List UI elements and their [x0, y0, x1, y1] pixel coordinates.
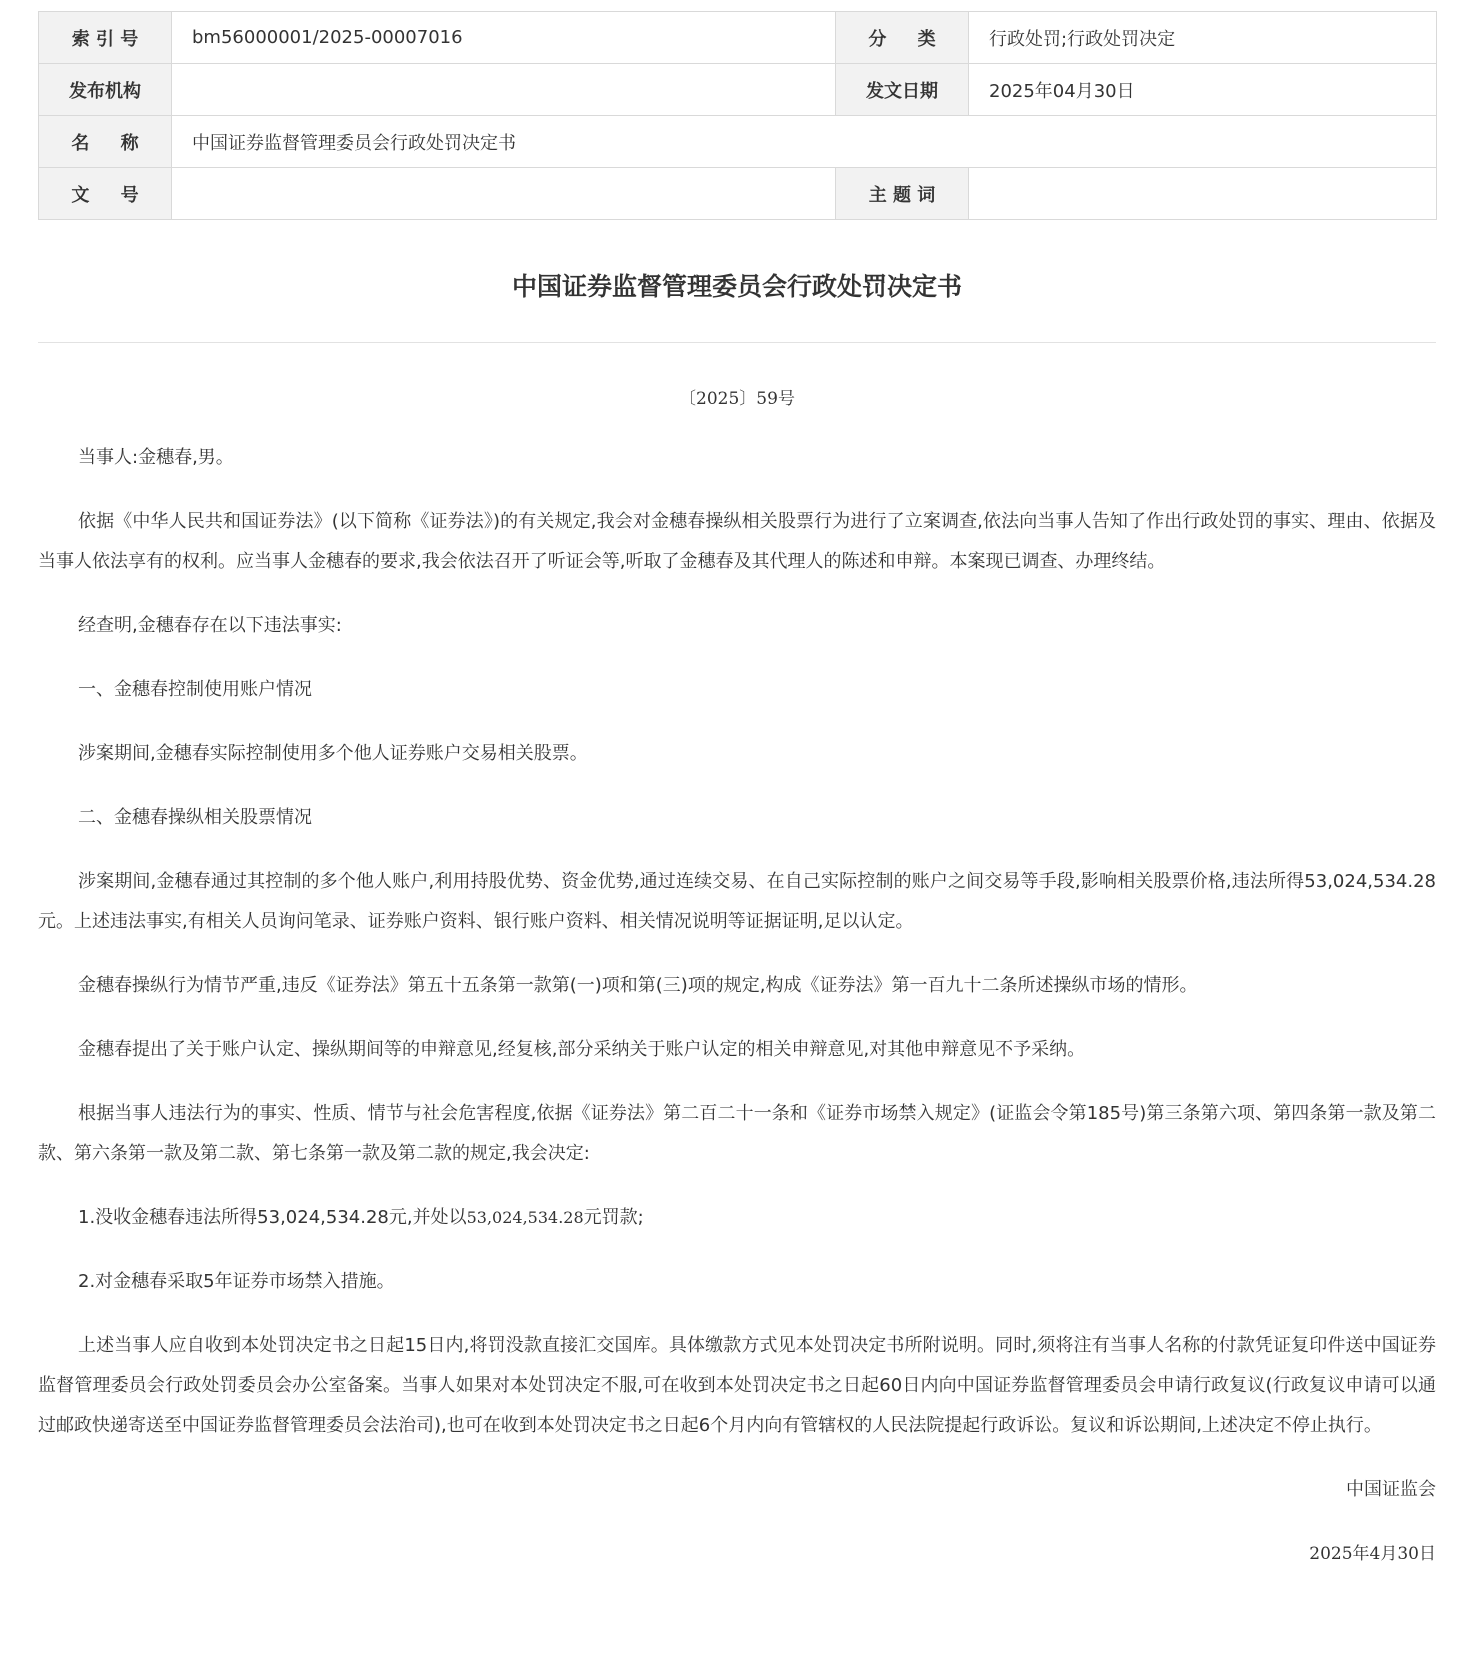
title-divider — [38, 342, 1436, 343]
name-value: 中国证券监督管理委员会行政处罚决定书 — [172, 116, 1437, 168]
metadata-row-docno — [39, 168, 1437, 220]
paragraph-accounts: 涉案期间,金穗春实际控制使用多个他人证券账户交易相关股票。 — [78, 743, 588, 764]
document-page — [38, 11, 1436, 1574]
metadata-table — [38, 11, 1437, 220]
index-label: 索 引 号 — [39, 12, 172, 64]
signature-date: 2025年4月30日 — [1309, 1544, 1436, 1564]
document-number: 〔2025〕59号 — [679, 389, 795, 409]
decision-item-1-prefix: 1.没收金穗春违法所得53,024,534.28元,并处以 — [78, 1207, 467, 1228]
document-title: 中国证券监督管理委员会行政处罚决定书 — [511, 272, 962, 301]
paragraph-violation: 金穗春操纵行为情节严重,违反《证券法》第五十五条第一款第(一)项和第(三)项的规定,构成《证券法》第一百九十二条所述操纵市场的情形。 — [78, 975, 1198, 996]
metadata-row-index — [39, 12, 1437, 64]
paragraph-manipulation: 涉案期间,金穗春通过其控制的多个他人账户,利用持股优势、资金优势,通过连续交易、在自己实际控制的账户之间交易等手段,影响相关股票价格,违法所得53,024,534.28元。上述违法事实,有相关人员询问笔录、证券账户资料、银行账户资料、相关情况说明等证据证明,足以认定。 — [38, 871, 1436, 932]
signature: 中国证监会 — [1346, 1479, 1436, 1500]
paragraph-party: 当事人:金穗春,男。 — [78, 447, 234, 468]
metadata-row-name — [39, 116, 1437, 168]
metadata-row-issuer — [39, 64, 1437, 116]
category-value: 行政处罚;行政处罚决定 — [969, 12, 1437, 64]
decision-item-2: 2.对金穗春采取5年证券市场禁入措施。 — [78, 1271, 395, 1292]
index-value: bm56000001/2025-00007016 — [172, 12, 836, 64]
name-label: 名 称 — [39, 116, 172, 168]
section-heading-accounts: 一、金穗春控制使用账户情况 — [78, 679, 312, 700]
paragraph-findings-intro: 经查明,金穗春存在以下违法事实: — [78, 615, 342, 636]
document-body — [38, 438, 1436, 1574]
issuer-label: 发布机构 — [39, 64, 172, 116]
docno-label: 文 号 — [39, 168, 172, 220]
fine-amount: 53,024,534.28 — [466, 1208, 584, 1227]
subject-value — [969, 168, 1437, 220]
category-label: 分 类 — [836, 12, 969, 64]
paragraph-basis: 依据《中华人民共和国证券法》(以下简称《证券法》)的有关规定,我会对金穗春操纵相关股票行为进行了立案调查,依法向当事人告知了作出行政处罚的事实、理由、依据及当事人依法享有的权利。应当事人金穗春的要求,我会依法召开了听证会等,听取了金穗春及其代理人的陈述和申辩。本案现已调查、办理终结。 — [38, 511, 1436, 572]
paragraph-closing: 上述当事人应自收到本处罚决定书之日起15日内,将罚没款直接汇交国库。具体缴款方式见本处罚决定书所附说明。同时,须将注有当事人名称的付款凭证复印件送中国证券监督管理委员会行政处罚委员会办公室备案。当事人如果对本处罚决定不服,可在收到本处罚决定书之日起60日内向中国证券监督管理委员会申请行政复议(行政复议申请可以通过邮政快递寄送至中国证券监督管理委员会法治司),也可在收到本处罚决定书之日起6个月内向有管辖权的人民法院提起行政诉讼。复议和诉讼期间,上述决定不停止执行。 — [38, 1335, 1436, 1436]
paragraph-decision-basis: 根据当事人违法行为的事实、性质、情节与社会危害程度,依据《证券法》第二百二十一条和《证券市场禁入规定》(证监会令第185号)第三条第六项、第四条第一款及第二款、第六条第一款及第二款、第七条第一款及第二款的规定,我会决定: — [38, 1103, 1436, 1164]
section-heading-manipulation: 二、金穗春操纵相关股票情况 — [78, 807, 312, 828]
date-label: 发文日期 — [836, 64, 969, 116]
decision-item-1 — [38, 1198, 1436, 1238]
date-value: 2025年04月30日 — [969, 64, 1437, 116]
paragraph-defense: 金穗春提出了关于账户认定、操纵期间等的申辩意见,经复核,部分采纳关于账户认定的相关申辩意见,对其他申辩意见不予采纳。 — [78, 1039, 1086, 1060]
docno-value — [172, 168, 836, 220]
issuer-value — [172, 64, 836, 116]
decision-item-1-suffix: 元罚款; — [583, 1207, 644, 1228]
subject-label: 主 题 词 — [836, 168, 969, 220]
